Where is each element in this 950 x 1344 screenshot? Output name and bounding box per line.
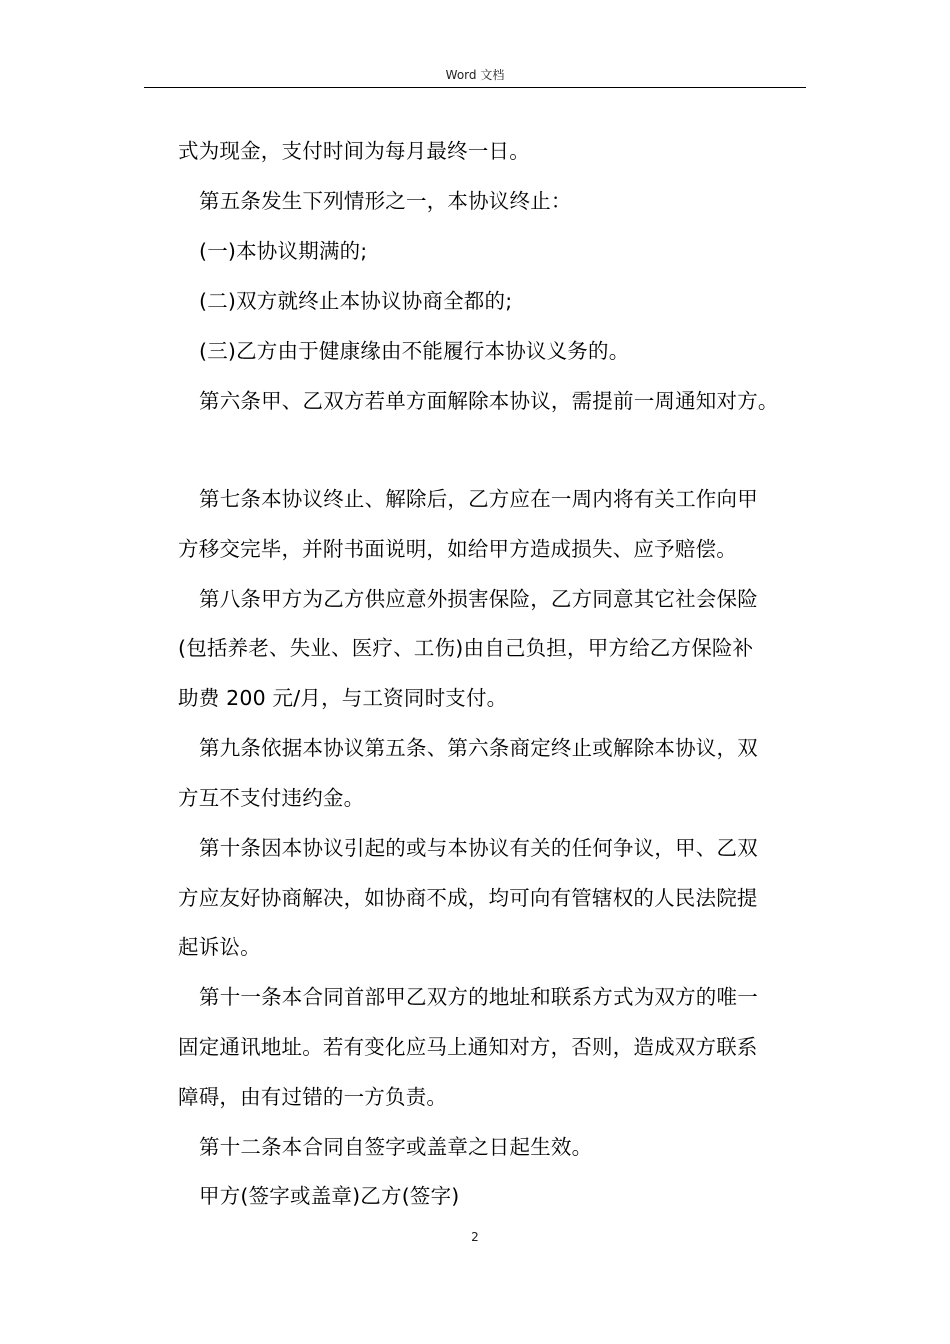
paragraph-line: 第十一条本合同首部甲乙双方的地址和联系方式为双方的唯一	[199, 985, 758, 1009]
paragraph-line: 起诉讼。	[178, 935, 261, 959]
paragraph-line: 第八条甲方为乙方供应意外损害保险，乙方同意其它社会保险	[199, 587, 758, 611]
paragraph-line: 方互不支付违约金。	[178, 786, 365, 810]
paragraph-line: 第六条甲、乙双方若单方面解除本协议，需提前一周通知对方。	[199, 389, 779, 413]
paragraph-line: 第九条依据本协议第五条、第六条商定终止或解除本协议，双	[199, 736, 758, 760]
paragraph-line: 第十条因本协议引起的或与本协议有关的任何争议，甲、乙双	[199, 836, 758, 860]
paragraph-line: 助费 200 元/月，与工资同时支付。	[178, 686, 508, 710]
paragraph-line: (三)乙方由于健康缘由不能履行本协议义务的。	[199, 339, 630, 363]
paragraph-line: 式为现金，支付时间为每月最终一日。	[178, 139, 530, 163]
paragraph-line: 甲方(签字或盖章)乙方(签字)	[199, 1184, 460, 1208]
paragraph-line: 第七条本协议终止、解除后，乙方应在一周内将有关工作向甲	[199, 487, 758, 511]
paragraph-line: (二)双方就终止本协议协商全都的;	[199, 289, 513, 313]
paragraph-line: 第五条发生下列情形之一，本协议终止：	[199, 189, 572, 213]
paragraph-line: 方移交完毕，并附书面说明，如给甲方造成损失、应予赔偿。	[178, 537, 737, 561]
paragraph-line: 障碍，由有过错的一方负责。	[178, 1085, 448, 1109]
paragraph-line: 第十二条本合同自签字或盖章之日起生效。	[199, 1135, 593, 1159]
page-number: 2	[471, 1230, 479, 1244]
page-header: Word 文档	[445, 68, 505, 82]
paragraph-line: 固定通讯地址。若有变化应马上通知对方，否则，造成双方联系	[178, 1035, 758, 1059]
header-divider	[144, 87, 806, 88]
paragraph-line: (一)本协议期满的;	[199, 239, 368, 263]
paragraph-line: (包括养老、失业、医疗、工伤)由自己负担，甲方给乙方保险补	[178, 636, 754, 660]
paragraph-line: 方应友好协商解决，如协商不成，均可向有管辖权的人民法院提	[178, 886, 758, 910]
